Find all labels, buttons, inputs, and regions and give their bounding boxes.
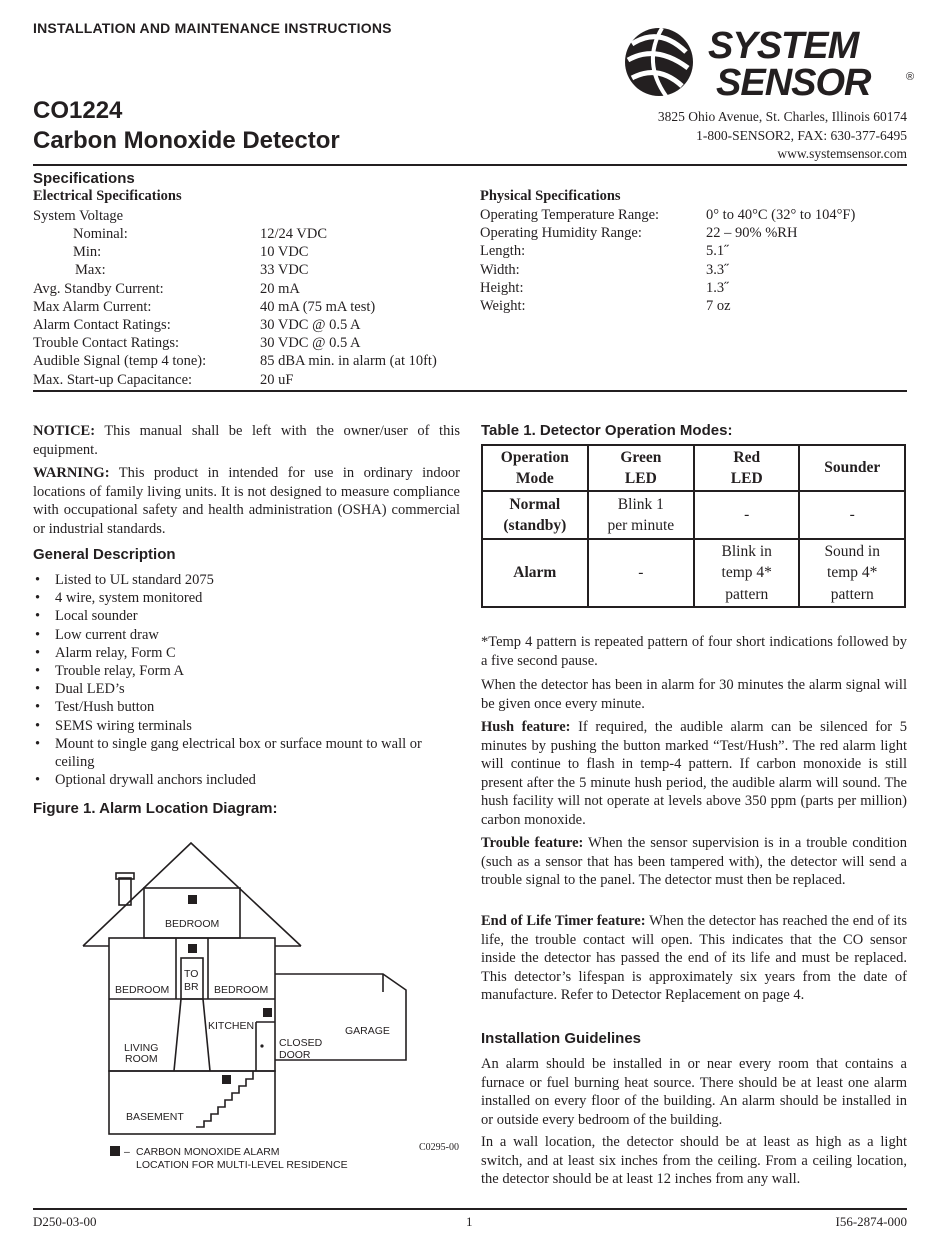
physical-spec-value: 7 oz [706,298,731,314]
label-room: ROOM [125,1053,158,1065]
electrical-specs-heading: Electrical Specifications [33,188,182,204]
trouble-feature-paragraph [481,834,907,890]
electrical-spec-label: Avg. Standby Current: [33,280,164,297]
electrical-spec-value: 12/24 VDC [260,226,328,242]
physical-spec-label: Operating Temperature Range: [480,207,660,223]
roof-outline [83,843,301,946]
warning-label: WARNING: [33,465,110,481]
logo-globe-icon [622,22,922,104]
electrical-spec-label: Nominal: [73,226,128,242]
alarm-marker-basement [222,1075,231,1084]
list-item: • Mount to single gang electrical box or surface mount to wall or ceiling [33,735,460,771]
electrical-spec-label: Trouble Contact Ratings: [33,335,180,352]
legend-line2: LOCATION FOR MULTI-LEVEL RESIDENCE [136,1159,348,1171]
installation-guidelines-heading: Installation Guidelines [481,1030,642,1047]
install-paragraph-2: In a wall location, the detector should be at least as high as a light switch, and at least six inches from the ceiling. From a ceiling location, the detector should be at least 12 inches from any wall. [481,1134,907,1187]
electrical-spec-label: Max Alarm Current: [33,298,152,315]
electrical-spec-value: 30 VDC @ 0.5 A [260,317,361,333]
specs-rule [33,390,907,392]
table-header-cell [482,445,588,491]
label-br: BR [184,981,199,993]
physical-spec-label: Length: [480,243,526,260]
warning-text: This product in intended for use in ordinary indoor locations of family living units. It is not designed to measure compliance with occupational safety and health administration (OSHA) commercial or industrial standards. [33,465,460,537]
electrical-spec-label: Alarm Contact Ratings: [33,317,171,333]
list-item: • Local sounder [33,607,460,625]
alarm-marker-hall [188,944,197,953]
warning-paragraph [33,464,460,538]
cell-text-line: - [849,506,855,524]
cell-text-line: temp 4* [721,564,772,582]
figure-code: C0295-00 [419,1142,459,1153]
system-sensor-logo [622,22,922,104]
hush-label: Hush feature: [481,719,571,735]
cell-text-line: Normal [509,495,561,513]
alarm-marker-kitchen [263,1008,272,1017]
website-line: www.systemsensor.com [777,146,907,161]
header-rule [33,164,907,166]
physical-spec-value: 5.1˝ [706,243,729,260]
cell-text-line: pattern [830,585,874,603]
physical-spec-value: 1.3˝ [706,279,729,296]
table-row [482,539,905,607]
list-item: • Optional drywall anchors included [33,771,460,789]
footer-rule [33,1208,907,1210]
label-door: DOOR [279,1049,311,1061]
table-cell-mode [482,491,588,539]
cell-text-line: LED [624,470,657,487]
table-cell-green [588,491,694,539]
hush-text: If required, the audible alarm can be silenced for 5 minutes by pushing the button marked “Test/Hush”. The red alarm light will continue to flash in temp-4 pattern. If carbon monoxide is still present after the 5 minute hush period, the audible alarm will sound. The hush facility will not operate at levels above 350 ppm (parts per million) carbon monoxide. [481,719,907,828]
table-cell-red [694,539,799,607]
cell-text-line: Sound in [824,542,880,560]
electrical-spec-value: 20 mA [260,280,300,297]
notice-text: This manual shall be left with the owner/user of this equipment. [33,423,460,458]
table-cell-mode [482,539,588,607]
door-knob [260,1044,263,1047]
list-item: • SEMS wiring terminals [33,717,460,735]
cell-text-line: temp 4* [827,564,878,582]
physical-spec-label: Weight: [480,298,526,314]
list-item: • Listed to UL standard 2075 [33,571,460,589]
electrical-spec-value: 20 uF [260,371,294,388]
table-cell-sounder [799,491,905,539]
basement-room [109,1071,275,1134]
document-header-title: INSTALLATION AND MAINTENANCE INSTRUCTIONS [33,20,392,36]
specifications-heading: Specifications [33,170,135,187]
table-row [482,491,905,539]
table-caption: Table 1. Detector Operation Modes: [481,422,733,439]
label-to: TO [184,968,199,980]
temp4-note: *Temp 4 pattern is repeated pattern of four short indications followed by a five second pause. [481,634,907,669]
electrical-spec-label: Min: [73,244,102,261]
table-header-cell [694,445,799,491]
alarm-location-diagram [70,840,465,1175]
logo-text-sensor: SENSOR [716,62,871,104]
alarm-marker-attic [188,895,197,904]
footer-part-number: I56-2874-000 [835,1214,907,1229]
physical-specs-heading: Physical Specifications [480,188,621,204]
footer-doc-code: D250-03-00 [33,1214,97,1229]
cell-text-line: Blink in [721,542,772,560]
end-of-life-paragraph [481,912,907,1005]
legend-line1: CARBON MONOXIDE ALARM [136,1146,280,1158]
page-number: 1 [466,1214,473,1229]
table-cell-red [694,491,799,539]
list-item: • Dual LED’s [33,680,460,698]
electrical-spec-label: Max: [75,262,106,279]
eol-label: End of Life Timer feature: [481,913,646,929]
hush-feature-paragraph [481,718,907,829]
install-paragraph-1: An alarm should be installed in or near every room that contains a furnace or fuel burning heat source. There should be at least one alarm installed on every floor of the building. An alarm should be installed in or outside every bedroom of the building. [481,1056,907,1128]
electrical-spec-value: 30 VDC @ 0.5 A [260,335,361,352]
eol-text: When the detector has reached the end of its life, the trouble contact will open. This indicates that the CO sensor inside the detector has passed the end of its life and must be replaced. This detector’s lifespan is approximately six years from the date of manufacture. Refer to Detector Replacement on page 4. [481,913,907,1003]
label-bedroom-top: BEDROOM [165,918,220,930]
physical-spec-label: Operating Humidity Range: [480,225,642,242]
cell-text-line: pattern [725,585,769,603]
list-item: • Low current draw [33,626,460,644]
list-item: • Trouble relay, Form A [33,662,460,680]
figure-caption: Figure 1. Alarm Location Diagram: [33,800,278,817]
physical-spec-label: Width: [480,261,520,278]
physical-spec-value: 22 – 90% %RH [706,225,798,242]
cell-text-line: Red [733,448,761,466]
trouble-text: When the sensor supervision is in a trouble condition (such as a sensor that has been tampered with), the detector will send a trouble signal to the panel. The detector must then be replaced. [481,835,907,888]
general-description-heading: General Description [33,546,176,563]
label-bedroom-left: BEDROOM [115,984,170,996]
registered-mark: ® [906,71,915,83]
label-basement: BASEMENT [126,1111,184,1123]
operation-modes-table [481,444,906,608]
electrical-spec-value: 85 dBA min. in alarm (at 10ft) [260,353,437,370]
list-item: • 4 wire, system monitored [33,589,460,607]
cell-text-line: Sounder [824,459,881,477]
general-description-list [33,571,460,789]
electrical-spec-value: 10 VDC [260,244,309,261]
logo-text-system: SYSTEM [708,25,859,67]
label-kitchen: KITCHEN [208,1020,255,1032]
cell-text-line: LED [730,470,763,487]
label-bedroom-right: BEDROOM [214,984,269,996]
cell-text-line: (standby) [503,517,567,534]
cell-text-line: per minute [607,517,675,534]
table-header-cell [799,445,905,491]
notice-label: NOTICE: [33,423,96,439]
product-title: Carbon Monoxide Detector [33,127,340,154]
table-header-row [482,445,905,491]
phone-line: 1-800-SENSOR2, FAX: 630-377-6495 [696,127,907,143]
electrical-spec-value: 40 mA (75 mA test) [260,298,376,315]
company-address-block [658,108,907,164]
model-number: CO1224 [33,97,123,124]
list-item: • Alarm relay, Form C [33,644,460,662]
label-garage: GARAGE [345,1025,390,1037]
cell-text-line: Alarm [513,564,557,582]
physical-spec-value: 0° to 40°C (32° to 104°F) [706,207,856,223]
cell-text-line: - [638,564,644,582]
table-cell-sounder [799,539,905,607]
list-item: • Test/Hush button [33,698,460,716]
table-cell-green [588,539,694,607]
table-header-cell [588,445,694,491]
cell-text-line: Mode [515,470,554,487]
alarm-30-paragraph: When the detector has been in alarm for 30 minutes the alarm signal will be given once every minute. [481,677,907,712]
cell-text-line: Green [620,448,662,466]
cell-text-line: - [744,506,750,524]
trouble-label: Trouble feature: [481,835,584,851]
electrical-spec-value: 33 VDC [260,262,309,279]
electrical-spec-label: Audible Signal (temp 4 tone): [33,353,207,370]
legend-marker [110,1146,120,1156]
legend-dash: – [124,1146,130,1158]
label-closed: CLOSED [279,1037,323,1049]
physical-spec-value: 3.3˝ [706,261,729,278]
cell-text-line: Blink 1 [617,495,664,513]
electrical-spec-label: Max. Start-up Capacitance: [33,371,193,388]
physical-spec-label: Height: [480,279,524,296]
system-voltage-label: System Voltage [33,208,124,224]
address-line: 3825 Ohio Avenue, St. Charles, Illinois 60174 [657,109,907,124]
label-living: LIVING [124,1042,159,1054]
cell-text-line: Operation [500,448,569,466]
notice-paragraph [33,422,460,459]
